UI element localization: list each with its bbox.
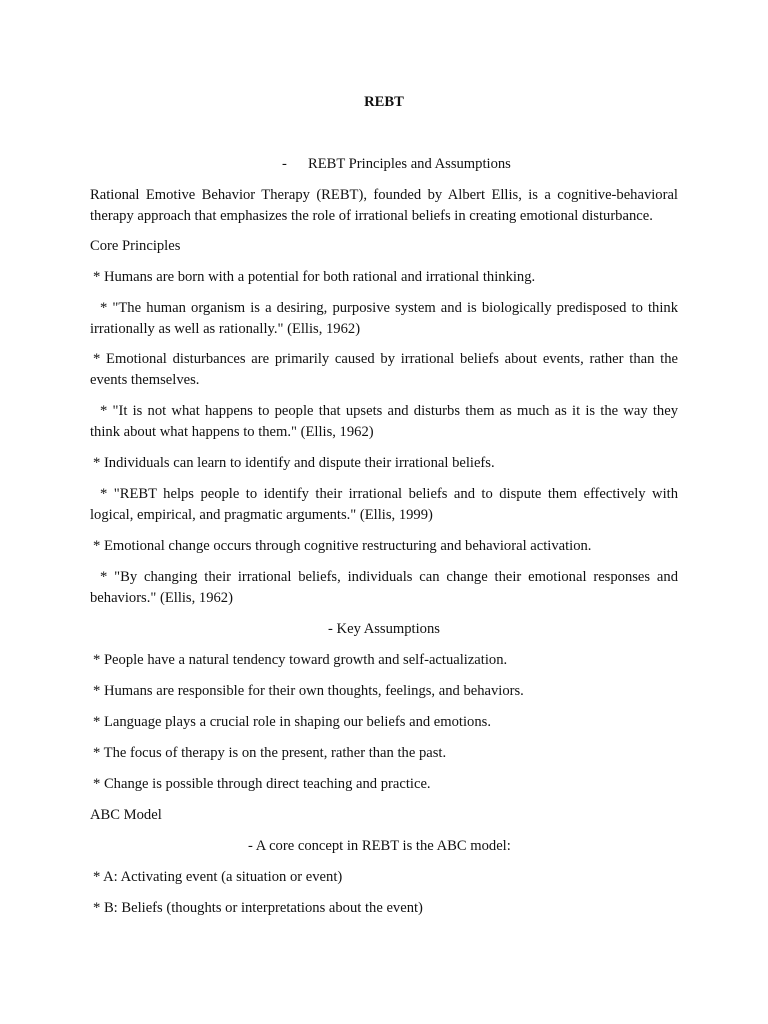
core-principle-quote: * "It is not what happens to people that upsets and disturbs them as much as it is the way they think about what happens to them." (Ellis, 1962) [90,403,678,440]
intro-paragraph: Rational Emotive Behavior Therapy (REBT), founded by Albert Ellis, is a cognitive-behavioral therapy approach that emphasizes the role of irrational beliefs in creating emotional disturbance. [90,187,678,224]
key-assumption-item: * Humans are responsible for their own thoughts, feelings, and behaviors. [93,683,524,699]
key-assumption-item: * Change is possible through direct teaching and practice. [93,776,431,792]
abc-item: * A: Activating event (a situation or event) [93,869,343,885]
core-principle-item: * Emotional change occurs through cognitive restructuring and behavioral activation. [93,538,592,554]
section-dash: - [282,156,287,172]
key-assumption-item: * The focus of therapy is on the present, rather than the past. [93,745,447,761]
key-assumption-item: * People have a natural tendency toward growth and self-actualization. [93,652,508,668]
key-assumptions-heading: - Key Assumptions [328,621,440,637]
core-principle-item: * Individuals can learn to identify and dispute their irrational beliefs. [93,455,495,471]
abc-model-heading: ABC Model [90,807,162,823]
document-title: REBT [364,94,404,110]
section-heading-principles [282,154,682,175]
abc-intro: - A core concept in REBT is the ABC model: [248,838,511,854]
key-assumption-item: * Language plays a crucial role in shaping our beliefs and emotions. [93,714,491,730]
core-principle-item: * Emotional disturbances are primarily caused by irrational beliefs about events, rather than the events themselves. [90,351,678,388]
core-principle-item: * Humans are born with a potential for both rational and irrational thinking. [93,269,536,285]
core-principle-quote: * "By changing their irrational beliefs, individuals can change their emotional responses and behaviors." (Ellis, 1962) [90,569,678,606]
core-principle-quote: * "REBT helps people to identify their irrational beliefs and to dispute them effectively with logical, empirical, and pragmatic arguments." (Ellis, 1999) [90,486,678,523]
core-principle-quote: * "The human organism is a desiring, purposive system and is biologically predisposed to think irrationally as well as rationally." (Ellis, 1962) [90,300,678,337]
core-principles-heading: Core Principles [90,238,181,254]
section-heading-text: REBT Principles and Assumptions [308,156,511,172]
abc-item: * B: Beliefs (thoughts or interpretations about the event) [93,900,423,916]
